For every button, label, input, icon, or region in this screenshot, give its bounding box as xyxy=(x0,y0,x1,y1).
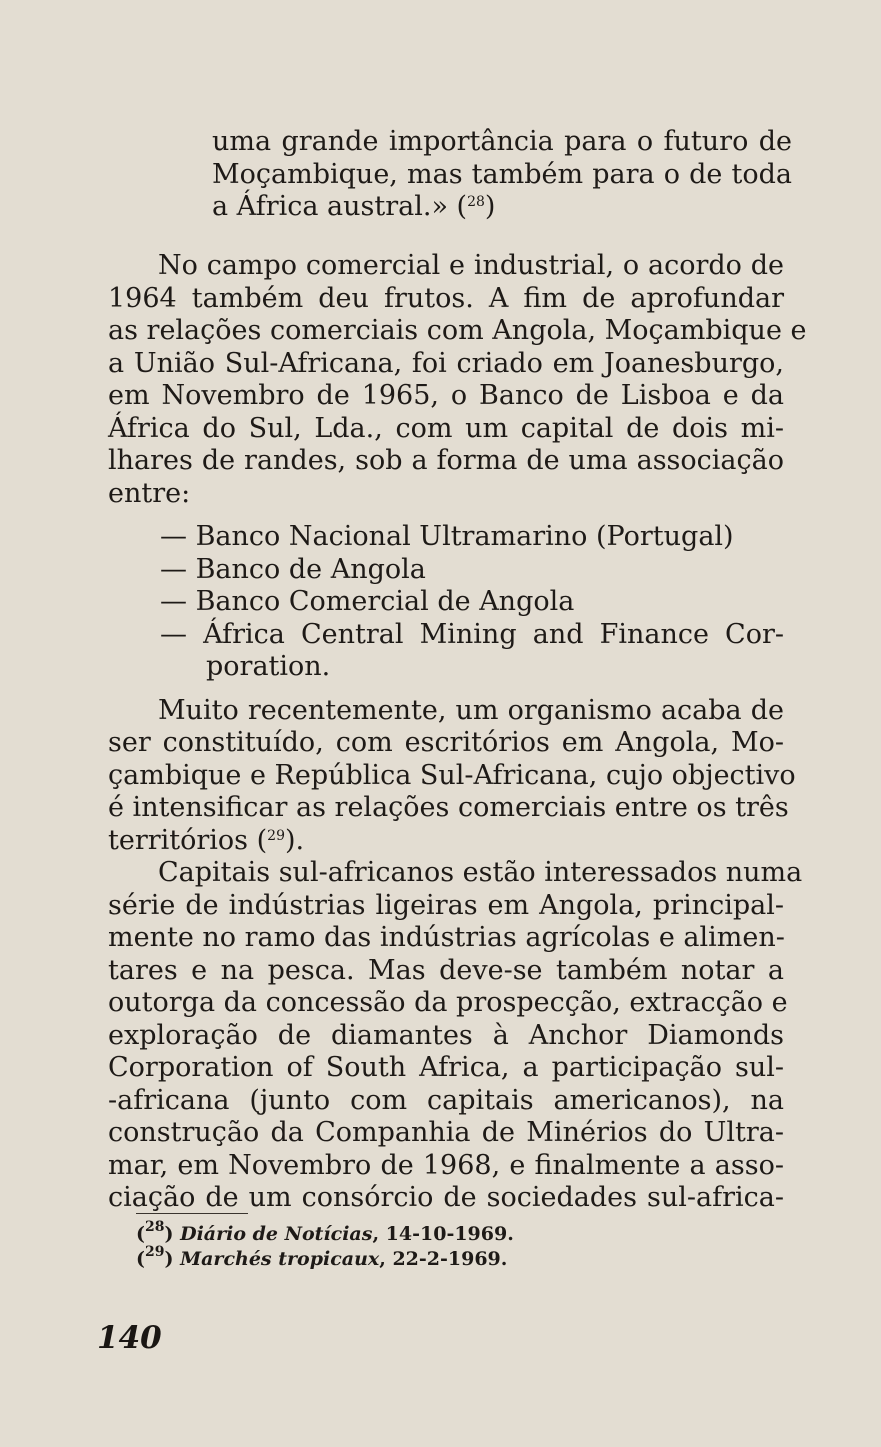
text-line: em Novembro de 1965, o Banco de Lisboa e da xyxy=(108,380,784,411)
text-line: -africana (junto com capitais americanos), na xyxy=(108,1084,784,1116)
footnote-source: Marchés tropicaux xyxy=(180,1248,380,1270)
quote-line: Moçambique, mas também para o de toda xyxy=(212,158,792,190)
text-line: territórios ($^{29}$). xyxy=(108,824,305,856)
text-line: mar, em Novembro de 1968, e finalmente a asso- xyxy=(108,1149,784,1181)
text-line: a União Sul-Africana, foi criado em Joanesburgo, xyxy=(108,347,784,379)
text-line: as relações comerciais com Angola, Moçambique e xyxy=(108,315,807,346)
text-line: ser constituído, com escritórios em Angola, Mo- xyxy=(108,727,784,758)
text-line: 1964 também deu frutos. A fim de aprofundar xyxy=(108,282,784,314)
text-line: construção da Companhia de Minérios do Ultra- xyxy=(108,1117,784,1148)
footnote-source: Diário de Notícias xyxy=(180,1223,373,1245)
text-line: outorga da concessão da prospecção, extracção e xyxy=(108,987,788,1018)
bank-list xyxy=(108,521,784,684)
text-line: ciação de um consórcio de sociedades sul-africa- xyxy=(108,1182,784,1213)
text-line: No campo comercial e industrial, o acordo de xyxy=(158,250,784,281)
paragraph-organism xyxy=(108,694,796,858)
text-line: África do Sul, Lda., com um capital de dois mi- xyxy=(108,412,784,444)
footnote-divider xyxy=(136,1213,248,1214)
text-line: é intensificar as relações comerciais entre os três xyxy=(108,792,789,823)
footnote-ref-28: 28 xyxy=(467,194,485,210)
text-line: çambique e República Sul-Africana, cujo objectivo xyxy=(108,759,796,791)
text-line: tares e na pesca. Mas deve-se também notar a xyxy=(108,954,784,986)
text-line: lhares de randes, sob a forma de uma associação xyxy=(108,445,784,476)
footnote-29: ($^{29}$) Marchés tropicaux, 22-2-1969. xyxy=(136,1244,508,1270)
list-item-continuation: poration. xyxy=(206,651,331,682)
quote-line: a África austral.» ($^{28}$) xyxy=(212,191,496,222)
text-line: série de indústrias ligeiras em Angola, principal- xyxy=(108,889,784,921)
paragraph-capitals xyxy=(108,857,803,1215)
paragraph-trade-agreement xyxy=(108,250,807,510)
footnote-28: ($^{28}$) Diário de Notícias, 14-10-1969. xyxy=(136,1219,514,1245)
footnote-date: 22-2-1969. xyxy=(392,1248,508,1270)
footnote-date: 14-10-1969. xyxy=(385,1223,514,1245)
footnotes xyxy=(136,1219,514,1272)
page-number: 140 xyxy=(97,1320,162,1356)
text-line: mente no ramo das indústrias agrícolas e alimen- xyxy=(108,922,785,953)
list-item: — Banco Comercial de Angola xyxy=(160,586,575,617)
list-item: — Banco de Angola xyxy=(160,553,426,585)
text-line: Muito recentemente, um organismo acaba de xyxy=(158,694,784,726)
footnote-ref-29: 29 xyxy=(267,827,285,844)
list-item: — África Central Mining and Finance Cor- xyxy=(160,618,784,650)
quote-block xyxy=(212,126,792,224)
text-line: Corporation of South Africa, a participação sul- xyxy=(108,1052,784,1083)
list-item: — Banco Nacional Ultramarino (Portugal) xyxy=(160,521,734,552)
text-line: Capitais sul-africanos estão interessados numa xyxy=(158,857,803,888)
text-line: entre: xyxy=(108,477,191,509)
body-text xyxy=(108,250,807,1215)
text-line: exploração de diamantes à Anchor Diamonds xyxy=(108,1019,784,1051)
quote-line: uma grande importância para o futuro de xyxy=(212,126,792,157)
